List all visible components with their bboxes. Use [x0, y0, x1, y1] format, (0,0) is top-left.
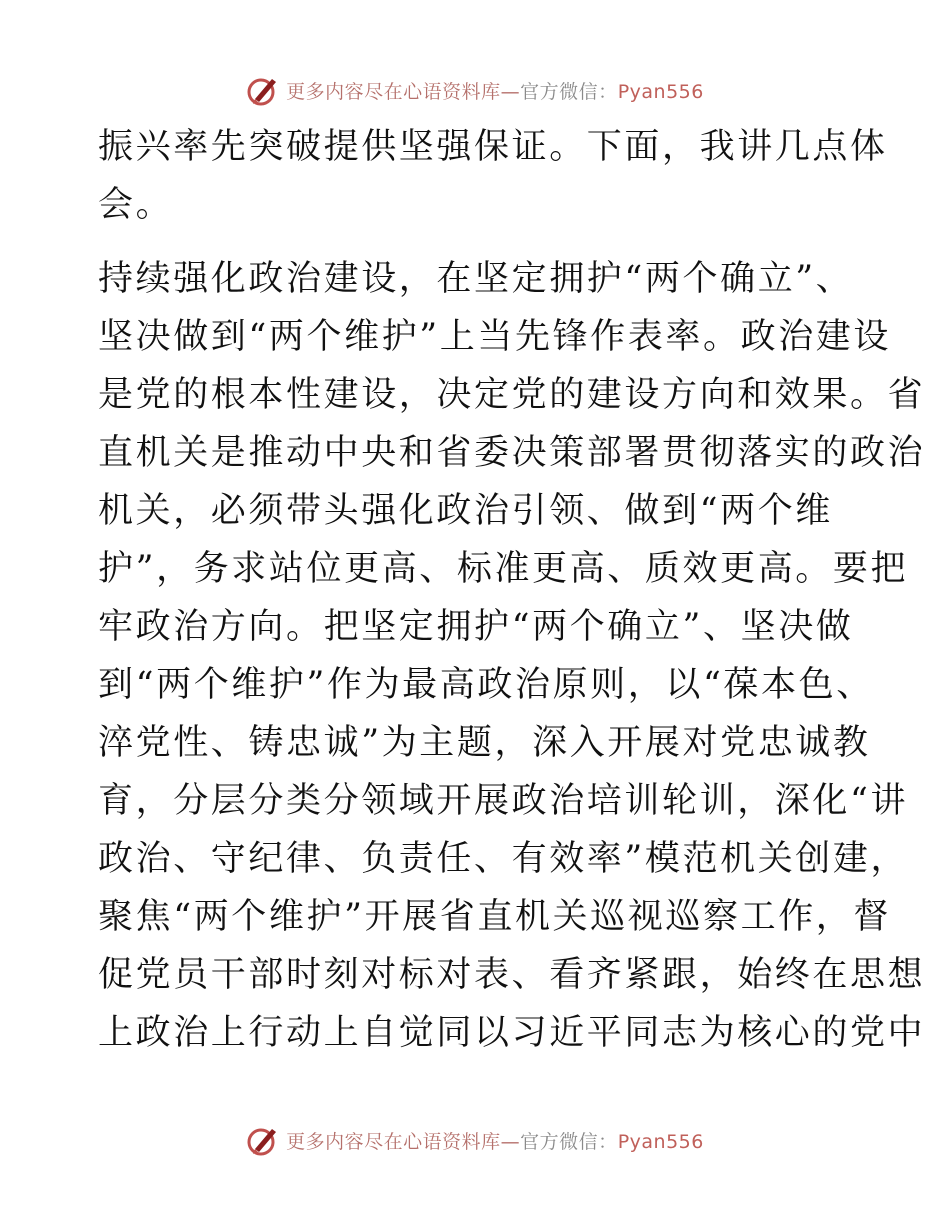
text-line: 聚焦“两个维护”开展省直机关巡视巡察工作，督: [98, 897, 891, 937]
document-body: [98, 118, 926, 1062]
text-line: 振兴率先突破提供坚强保证。下面，我讲几点体: [98, 127, 888, 167]
paragraph-gap: [98, 234, 858, 250]
banner-handle: Pyan556: [617, 80, 704, 103]
text-line: 牢政治方向。把坚定拥护“两个确立”、坚决做: [98, 607, 854, 647]
text-line: 是党的根本性建设，决定党的建设方向和效果。省: [98, 375, 926, 415]
text-line: 政治、守纪律、负责任、有效率”模范机关创建，: [98, 839, 909, 879]
pen-logo-icon: [246, 73, 280, 107]
banner-site-text: 更多内容尽在心语资料库: [286, 1130, 501, 1153]
text-line: 到“两个维护”作为最高政治原则，以“葆本色、: [98, 665, 874, 705]
pen-logo-icon: [246, 1123, 280, 1157]
text-line: 坚决做到“两个维护”上当先锋作表率。政治建设: [98, 317, 891, 357]
text-line: 上政治上行动上自觉同以习近平同志为核心的党中: [98, 1013, 926, 1053]
text-line: 直机关是推动中央和省委决策部署贯彻落实的政治: [98, 433, 926, 473]
banner-text: [286, 77, 704, 104]
banner-site-text: 更多内容尽在心语资料库: [286, 80, 501, 103]
header-watermark-banner: [0, 70, 950, 110]
text-line: 淬党性、铸忠诚”为主题，深入开展对党忠诚教: [98, 723, 871, 763]
text-line: 育，分层分类分领域开展政治培训轮训，深化“讲: [98, 781, 909, 821]
banner-label: 官方微信：: [520, 80, 618, 103]
paragraph: [98, 250, 926, 1062]
text-line: 促党员干部时刻对标对表、看齐紧跟，始终在思想: [98, 955, 926, 995]
text-line: 护”，务求站位更高、标准更高、质效更高。要把: [98, 549, 909, 589]
banner-label: 官方微信：: [520, 1130, 618, 1153]
banner-separator: —: [500, 80, 521, 103]
banner-text: [286, 1127, 704, 1154]
banner-separator: —: [500, 1130, 521, 1153]
banner-handle: Pyan556: [617, 1130, 704, 1153]
text-line: 会。: [98, 185, 174, 225]
footer-watermark-banner: [0, 1120, 950, 1160]
text-line: 持续强化政治建设，在坚定拥护“两个确立”、: [98, 259, 854, 299]
text-line: 机关，必须带头强化政治引领、做到“两个维: [98, 491, 833, 531]
paragraph: [98, 118, 888, 234]
